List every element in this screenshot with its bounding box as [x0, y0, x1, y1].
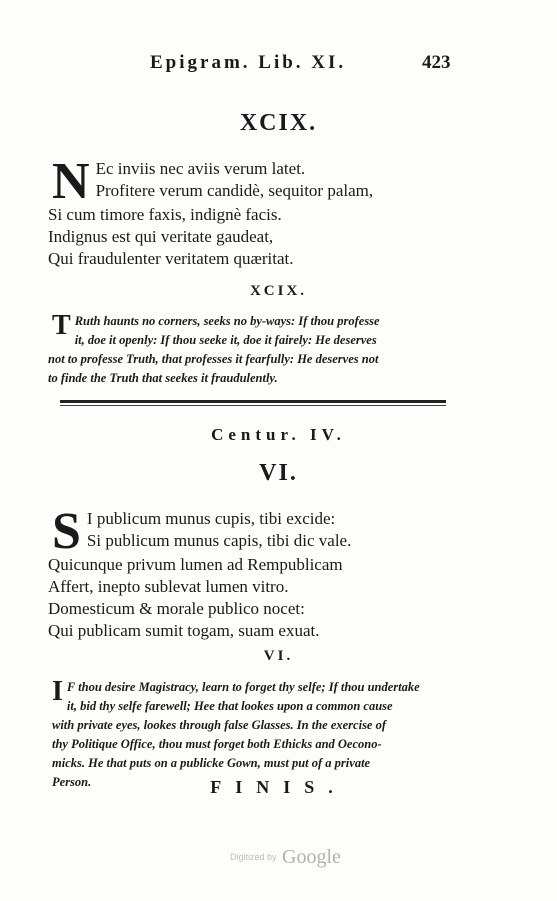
- prose-line: with private eyes, lookes through false Glasses. In the exercise of: [52, 718, 387, 732]
- dropcap: S: [52, 503, 81, 560]
- verse-line: Profitere verum candidè, sequitor palam,: [95, 181, 374, 200]
- dropcap: N: [52, 153, 90, 210]
- verse-line: Qui fraudulenter veritatem quæritat.: [48, 249, 294, 268]
- verse-line: Quicunque privum lumen ad Rempublicam: [48, 555, 343, 574]
- dropcap: I: [52, 676, 63, 707]
- running-header: Epigram. Lib. XI.: [150, 52, 347, 73]
- prose-line: micks. He that puts on a publicke Gown, must put of a private: [52, 756, 371, 770]
- dropcap: T: [52, 310, 71, 341]
- epigram-6-english: [52, 678, 462, 792]
- epigram-6-english-numeral: VI.: [263, 648, 294, 664]
- section-divider: [60, 400, 446, 403]
- digitized-by-label: Digitized by: [230, 852, 277, 862]
- prose-line: Ruth haunts no corners, seeks no by-ways: If thou professe: [74, 314, 380, 328]
- prose-line: it, doe it openly: If thou seeke it, doe it fairely: He deserves: [74, 333, 377, 347]
- prose-line: it, bid thy selfe farewell; Hee that lookes upon a common cause: [66, 699, 393, 713]
- prose-line: Person.: [52, 775, 92, 789]
- prose-line: thy Politique Office, thou must forget both Ethicks and Oecono-: [52, 737, 382, 751]
- prose-line: F thou desire Magistracy, learn to forget thy selfe; If thou undertake: [66, 680, 420, 694]
- page-number: 423: [422, 52, 451, 73]
- verse-line: Qui publicam sumit togam, suam exuat.: [48, 621, 320, 640]
- verse-line: Ec inviis nec aviis verum latet.: [95, 159, 306, 178]
- epigram-6-latin: [48, 503, 428, 642]
- century-heading: Centur. IV.: [211, 425, 346, 444]
- epigram-99-latin: [48, 153, 428, 270]
- verse-line: Domesticum & morale publico nocet:: [48, 599, 305, 618]
- epigram-6-numeral: VI.: [259, 460, 298, 486]
- verse-line: Indignus est qui veritate gaudeat,: [48, 227, 274, 246]
- verse-line: Si cum timore faxis, indignè facis.: [48, 205, 282, 224]
- prose-line: not to professe Truth, that professes it fearfully: He deserves not: [48, 352, 379, 366]
- prose-line: to finde the Truth that seekes it fraudulently.: [48, 371, 278, 385]
- epigram-99-english-numeral: XCIX.: [249, 283, 308, 299]
- google-watermark: Google: [282, 846, 341, 868]
- epigram-99-numeral: XCIX.: [239, 110, 318, 136]
- verse-line: Affert, inepto sublevat lumen vitro.: [48, 577, 289, 596]
- epigram-99-english: [48, 310, 462, 388]
- verse-line: Si publicum munus capis, tibi dic vale.: [86, 531, 352, 550]
- verse-line: I publicum munus cupis, tibi excide:: [86, 509, 336, 528]
- section-divider-thin: [60, 405, 446, 406]
- finis: FINIS.: [210, 777, 347, 797]
